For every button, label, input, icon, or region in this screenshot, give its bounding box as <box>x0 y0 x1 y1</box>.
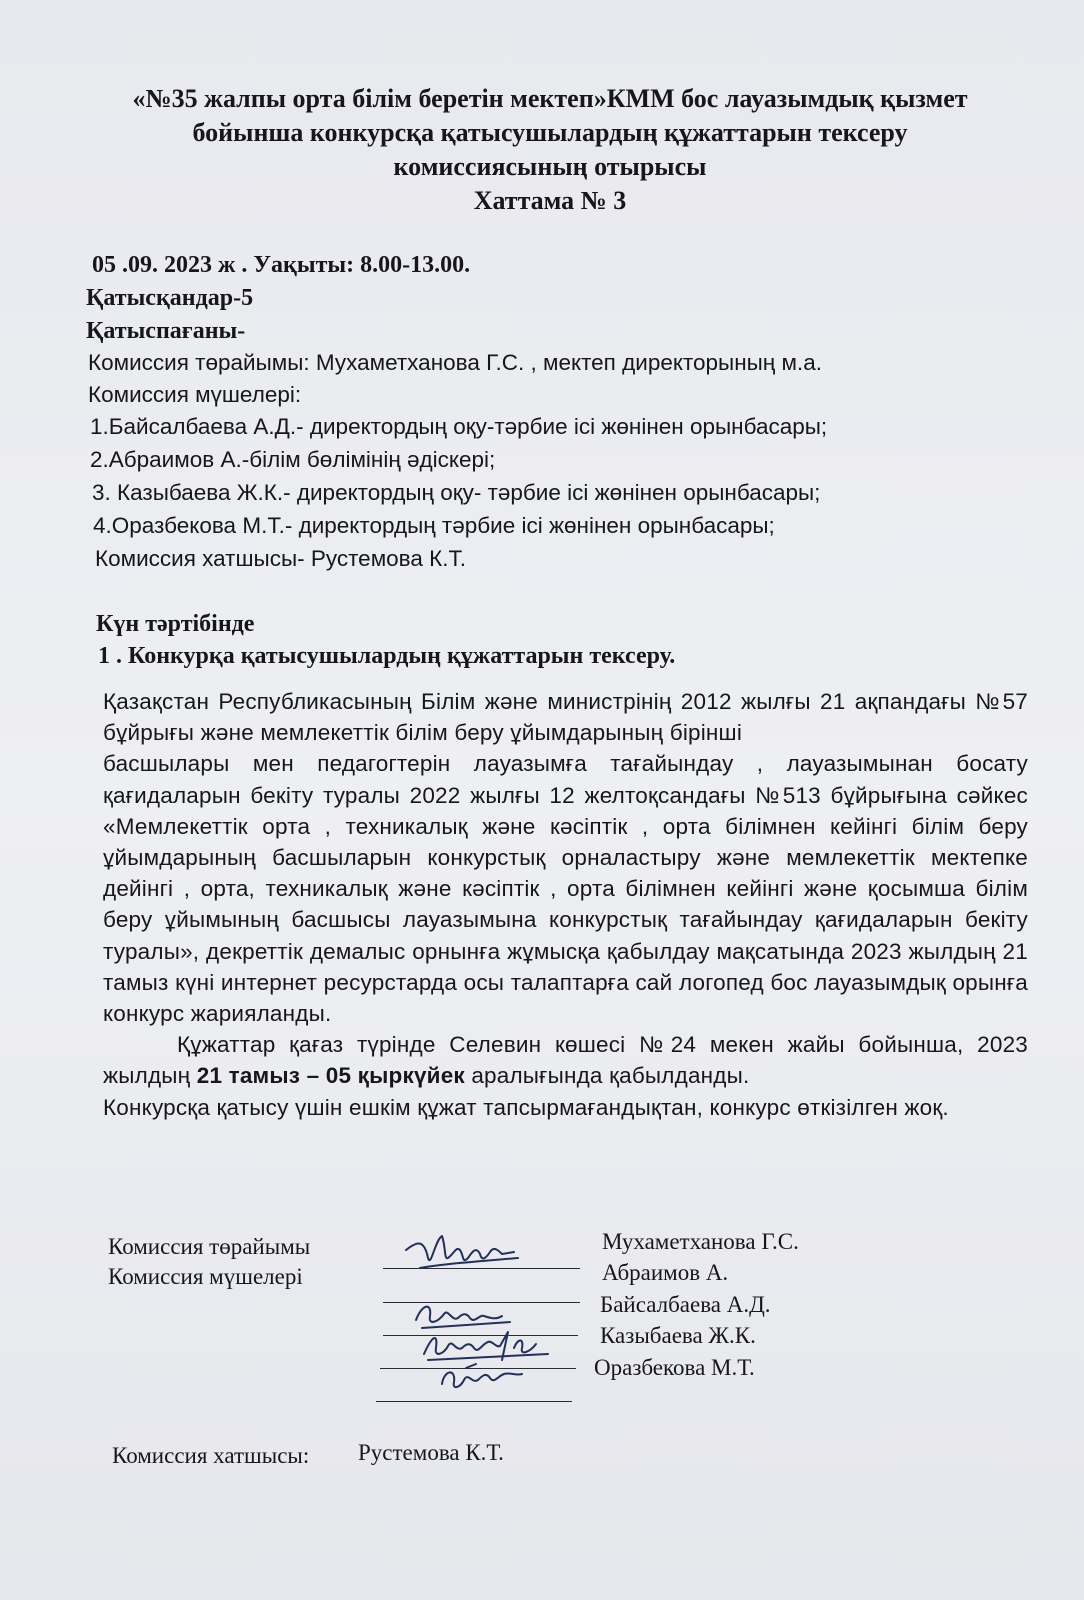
meeting-date-time: 05 .09. 2023 ж . Уақыты: 8.00-13.00. <box>92 252 471 278</box>
paragraph-2-end: аралығында қабылданды. <box>464 1063 750 1089</box>
document-title <box>60 82 1040 218</box>
paragraph-1a: Қазақстан Республикасының Білім және министрінің 2012 жылғы 21 ақпандағы №57 бұйрығы және мемлекеттік білім беру ұйымдарының бірінші <box>103 689 1028 746</box>
agenda-item-1: 1 . Конкурқа қатысушылардың құжаттарын тексеру. <box>98 643 676 669</box>
handwritten-signature-chair <box>402 1228 532 1274</box>
paragraph-2-start: Құжаттар қағаз түрінде Селевин көшесі №24 мекен жайы бойынша, 2023 жылдың <box>103 1032 1028 1089</box>
commission-chair: Комиссия төрайымы: Мухаметханова Г.С. , мектеп директорының м.а. <box>88 350 822 375</box>
secretary-signature-role: Комиссия хатшысы: <box>112 1443 310 1468</box>
commission-secretary: Комиссия хатшысы- Рустемова К.Т. <box>95 546 466 571</box>
title-line-1: «№35 жалпы орта білім беретін мектеп»КММ бос лауазымдық қызмет <box>132 84 968 113</box>
commission-member-3: 3. Казыбаева Ж.К.- директордың оқу- тәрбие ісі жөнінен орынбасары; <box>92 480 821 505</box>
paragraph-1b: басшылары мен педагогтерін лауазымға тағайындау , лауазымынан босату қағидаларын бекіту туралы 2022 жылғы 12 желтоқсандағы №513 бұйрығына сәйкес «Мемлекеттік орта , техникалық және кәсіптік , орта білімнен кейінгі білім беру ұйымдарының басшыларын конкурстық орналастыру және мемлекеттік мектепке дейінгі , орта, техникалық және кәсіптік , орта білімнен кейінгі және қосымша білім беру ұйымының басшысы лауазымына конкурстық тағайындау қағидаларын бекіту туралы», декреттік демалыс орнынға жұмысқа қабылдау мақсатында 2023 жылдың 21 тамыз күні интернет ресурстарда осы талаптарға сай логопед бос лауазымдық орынға конкурс жарияланды. <box>103 751 1028 1027</box>
secretary-signature-name: Рустемова К.Т. <box>358 1440 504 1465</box>
paragraph-2 <box>103 1029 1028 1091</box>
signature-name-4: Казыбаева Ж.К. <box>600 1323 756 1348</box>
protocol-body <box>103 686 1028 1123</box>
attendees-absent: Қатыспағаны- <box>86 318 246 344</box>
protocol-number: Хаттама № 3 <box>473 186 627 215</box>
commission-member-2: 2.Абраимов А.-білім бөлімінің әдіскері; <box>90 447 496 472</box>
agenda-heading: Күн тәртібінде <box>96 611 255 637</box>
attendees-present: Қатысқандар-5 <box>86 285 254 311</box>
signature-line-5 <box>376 1401 572 1402</box>
signature-role-members: Комиссия мүшелері <box>108 1264 303 1289</box>
signature-name-5: Оразбекова М.Т. <box>594 1355 755 1380</box>
title-line-3: комиссиясының отырысы <box>393 152 707 181</box>
title-line-2: бойынша конкурсқа қатысушылардың құжаттарын тексеру <box>192 118 908 147</box>
commission-member-1: 1.Байсалбаева А.Д.- директордың оқу-тәрбие ісі жөнінен орынбасары; <box>90 414 828 439</box>
handwritten-signature-orazbekova <box>436 1360 536 1396</box>
signature-name-2: Абраимов А. <box>602 1260 729 1285</box>
acceptance-period: 21 тамыз – 05 қыркүйек <box>196 1063 465 1089</box>
signature-name-1: Мухаметханова Г.С. <box>602 1229 799 1254</box>
commission-members-heading: Комиссия мүшелері: <box>88 382 302 407</box>
paragraph-3: Конкурсқа қатысу үшін ешкім құжат тапсырмағандықтан, конкурс өткізілген жоқ. <box>103 1094 949 1120</box>
commission-member-4: 4.Оразбекова М.Т.- директордың тәрбие ісі жөнінен орынбасары; <box>93 513 775 538</box>
signature-name-3: Байсалбаева А.Д. <box>600 1292 771 1317</box>
signature-role-chair: Комиссия төрайымы <box>108 1234 311 1259</box>
